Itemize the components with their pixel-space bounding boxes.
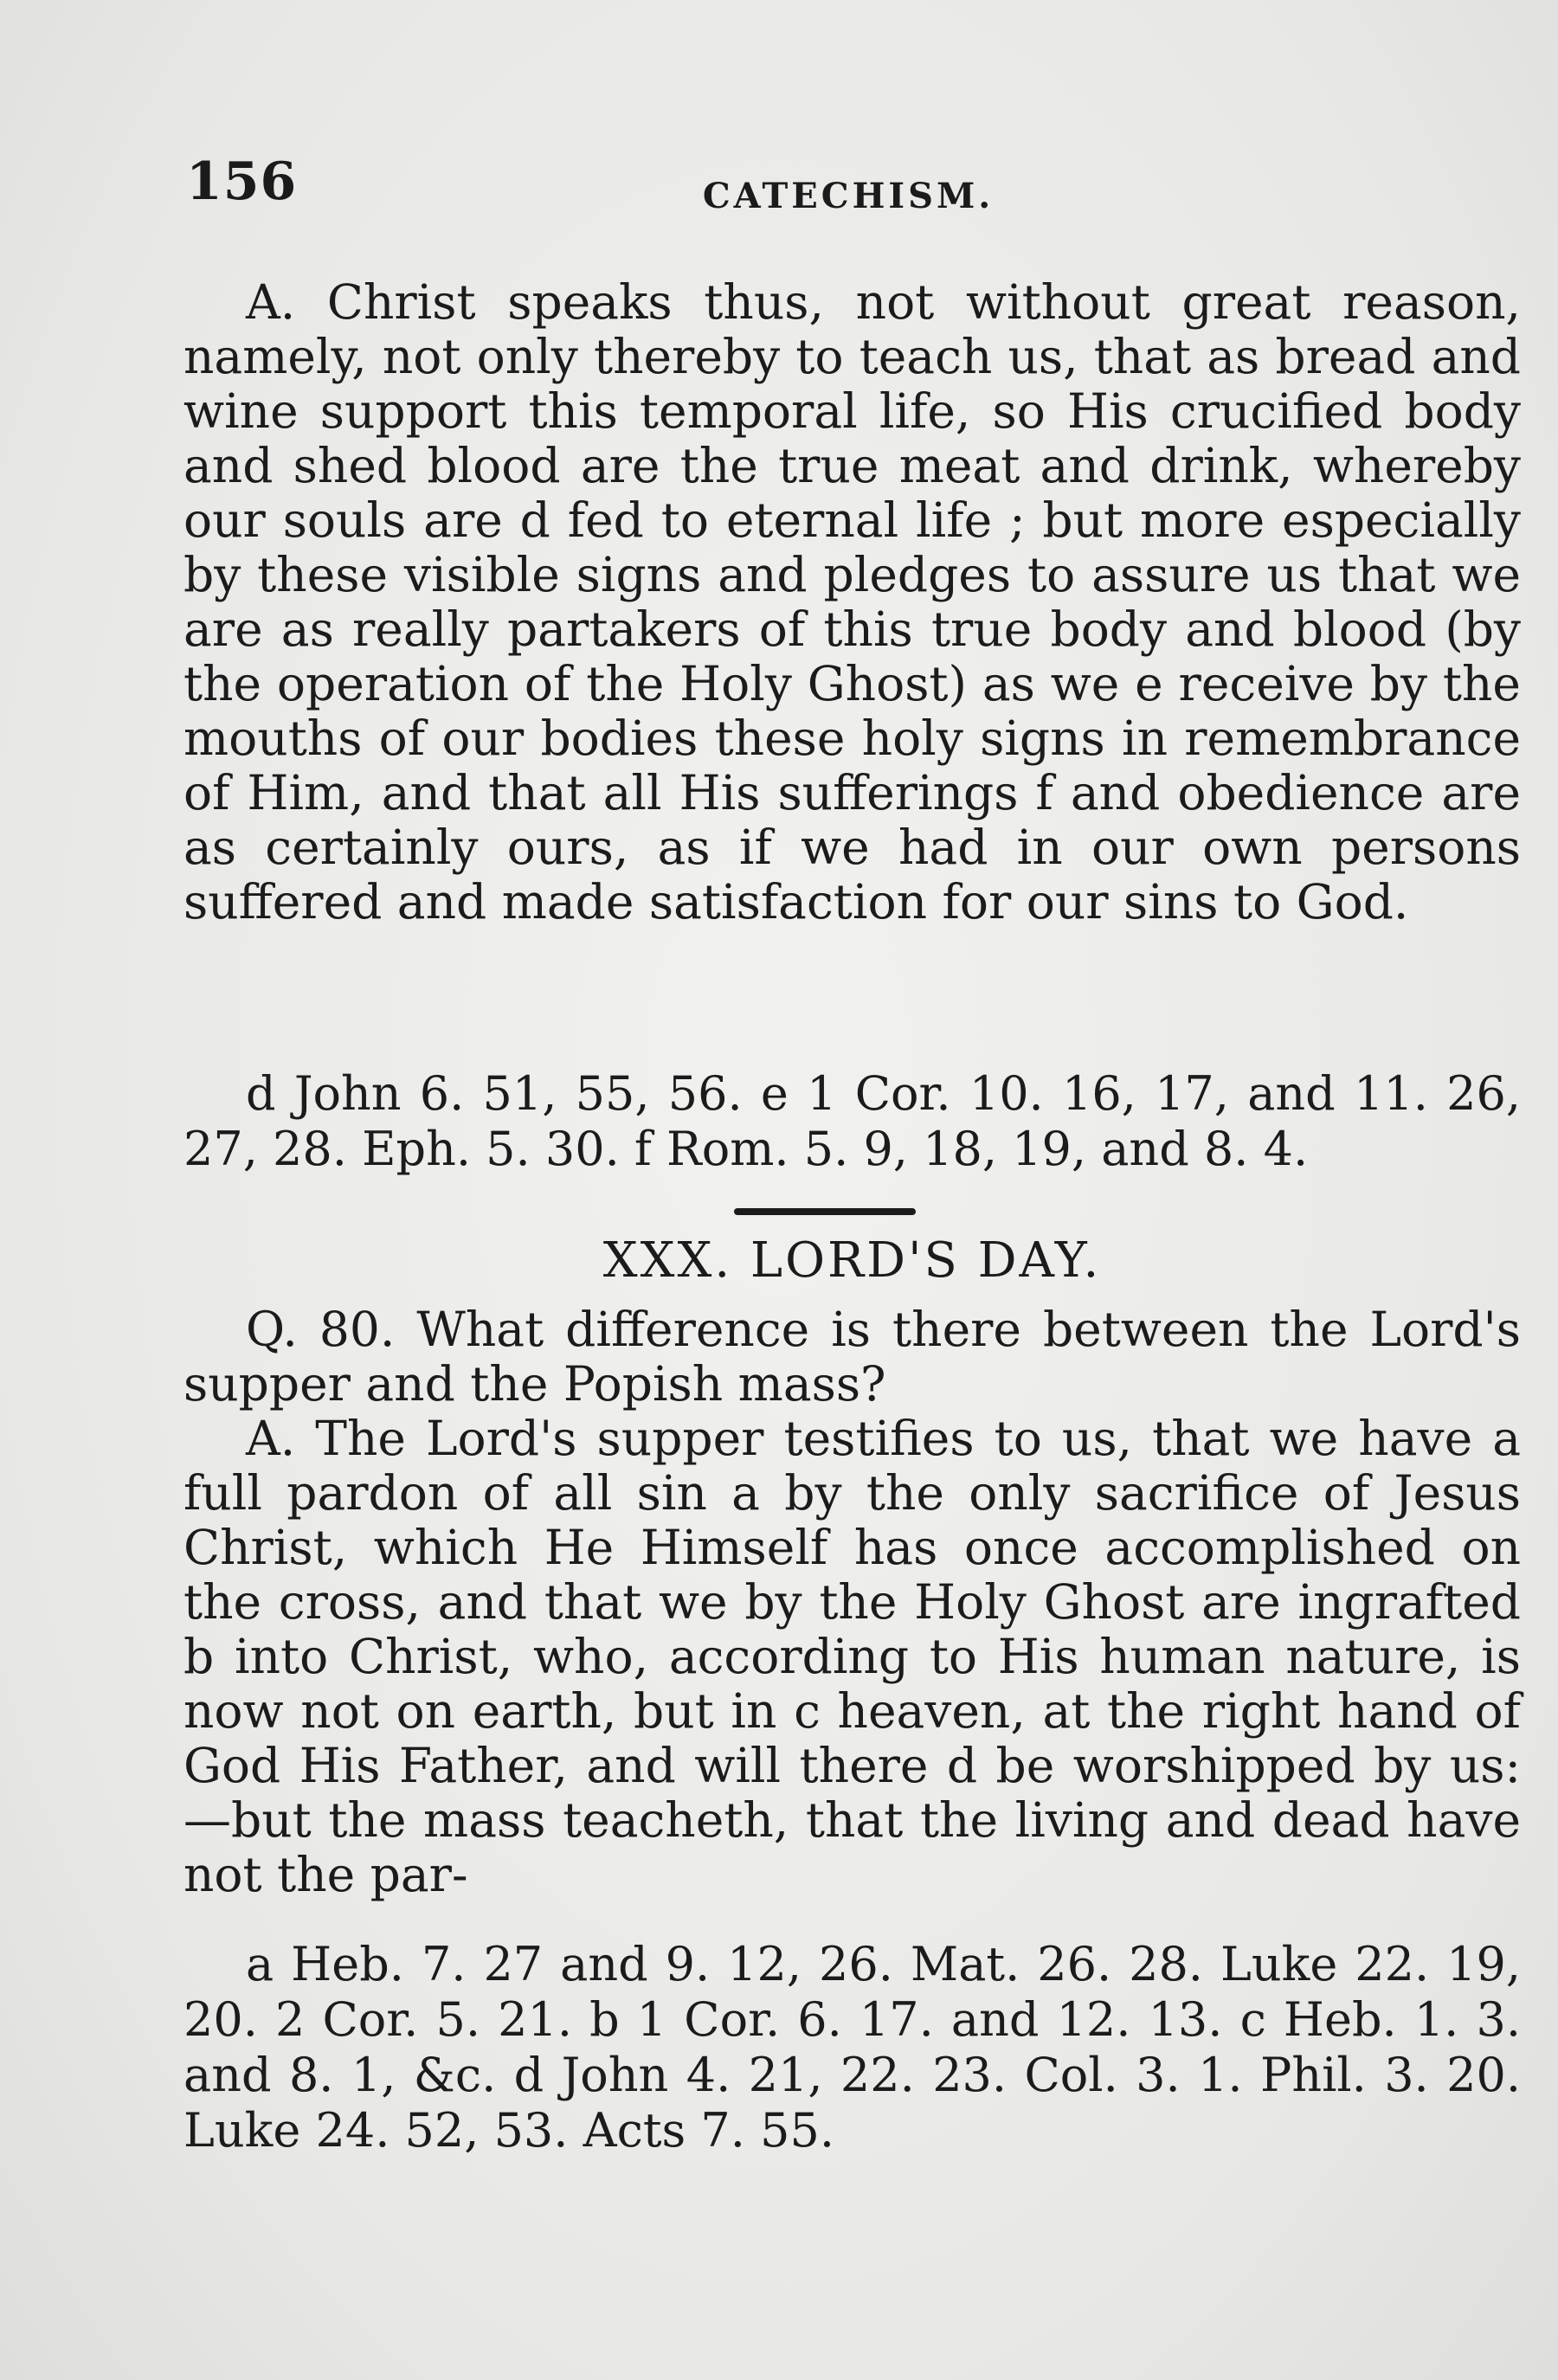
references-80 [183, 1937, 1521, 2158]
question-80-block [183, 1303, 1521, 1902]
section-divider [734, 1208, 916, 1215]
answer-79-paragraph: A. Christ speaks thus, not without great reason, namely, not only thereby to teach us, that as bread and wine support this temporal life, so His crucified body and shed blood are the true meat and drink, whereby our souls are d fed to eternal life ; but more especially by these visible signs and pledges to assure us that we are as really partakers of this true body and blood (by the operation of the Holy Ghost) as we e receive by the mouths of our bodies these holy signs in remembrance of Him, and that all His sufferings f and obedience are as certainly ours, as if we had in our own persons suffered and made satisfaction for our sins to God. [183, 274, 1521, 929]
section-heading: XXX. LORD'S DAY. [602, 1232, 1102, 1289]
page-number: 156 [186, 151, 298, 212]
references-79-paragraph: d John 6. 51, 55, 56. e 1 Cor. 10. 16, 17, and 11. 26, 27, 28. Eph. 5. 30. f Rom. 5. 9, 18, 19, and 8. 4. [183, 1066, 1521, 1176]
question-80-paragraph: Q. 80. What difference is there between the Lord's supper and the Popish mass? [183, 1302, 1521, 1412]
references-79 [183, 1066, 1521, 1177]
answer-80-paragraph: A. The Lord's supper testifies to us, that we have a full pardon of all sin a by the only sacrifice of Jesus Christ, which He Himself has once accomplished on the cross, and that we by the Holy Ghost are ingrafted b into Christ, who, according to His human nature, is now not on earth, but in c heaven, at the right hand of God His Father, and will there d be worshipped by us:—but the mass teacheth, that the living and dead have not the par- [183, 1411, 1521, 1902]
running-title: CATECHISM. [702, 176, 995, 216]
answer-79-block [183, 275, 1521, 929]
running-head [186, 151, 1510, 229]
references-80-paragraph: a Heb. 7. 27 and 9. 12, 26. Mat. 26. 28. Luke 22. 19, 20. 2 Cor. 5. 21. b 1 Cor. 6. 17. and 12. 13. c Heb. 1. 3. and 8. 1, &c. d John 4. 21, 22. 23. Col. 3. 1. Phil. 3. 20. Luke 24. 52, 53. Acts 7. 55. [183, 1937, 1521, 2158]
